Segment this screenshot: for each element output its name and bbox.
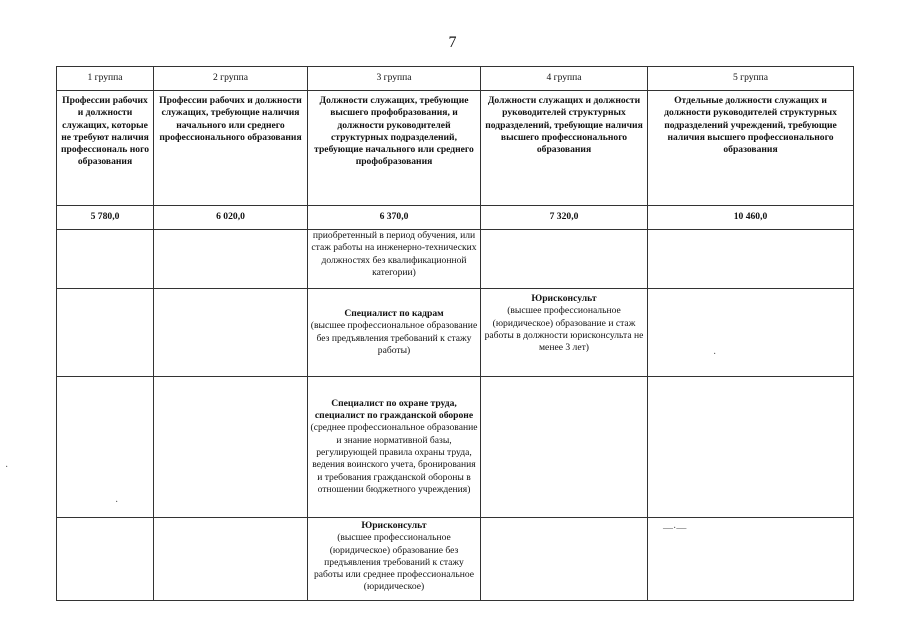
table-cell [57, 289, 154, 377]
salary-group-2: 6 020,0 [154, 206, 308, 230]
description-group-4: Должности служащих и должности руководителей структурных подразделений, требующие наличия высшего профессионального образования [481, 91, 648, 206]
table-cell [57, 518, 154, 601]
table-cell [481, 518, 648, 601]
table-row [57, 230, 854, 289]
description-group-1: Профессии рабочих и должности служащих, которые не требуют наличия профессиональ ного образования [57, 91, 154, 206]
scan-speck: · [115, 497, 119, 508]
table-cell [57, 230, 154, 289]
scan-speck: · [713, 349, 717, 360]
table-row [57, 377, 854, 518]
description-group-3: Должности служащих, требующие высшего профобразования, и должности руководителей структурных подразделений, требующие начального или среднего профобразования [308, 91, 481, 206]
position-cell-group-4 [481, 289, 648, 377]
position-description: (высшее профессиональное (юридическое) образование и стаж работы в должности юрисконсульта не менее 3 лет) [484, 305, 644, 354]
header-group-5: 5 группа [648, 67, 854, 91]
table-cell [154, 518, 308, 601]
salary-groups-table [56, 66, 854, 601]
table-cell [648, 377, 854, 518]
description-group-2: Профессии рабочих и должности служащих, требующие наличия начального или среднего профессионального образования [154, 91, 308, 206]
table-cell [57, 377, 154, 518]
position-title: Юрисконсульт [531, 293, 597, 304]
table-cell [481, 377, 648, 518]
table-cell [154, 230, 308, 289]
salary-group-1: 5 780,0 [57, 206, 154, 230]
scan-speck: · [5, 462, 9, 473]
table-cell [648, 230, 854, 289]
position-cell-group-3 [308, 289, 481, 377]
table-row [57, 518, 854, 601]
page-number: 7 [448, 34, 457, 51]
position-description: (среднее профессиональное образование и знание нормативной базы, регулирующей правила охраны труда, ведения воинского учета, бронирования и требования гражданской обороны в отношении бюджетного учреждения) [310, 422, 478, 495]
header-group-1: 1 группа [57, 67, 154, 91]
scan-dash: —·— [663, 523, 687, 534]
header-group-4: 4 группа [481, 67, 648, 91]
table-cell [154, 377, 308, 518]
description-group-5: Отдельные должности служащих и должности руководителей структурных подразделений учреждений, требующие наличия высшего профессионального образования [648, 91, 854, 206]
header-row [57, 67, 854, 91]
table-cell [648, 289, 854, 377]
salary-group-4: 7 320,0 [481, 206, 648, 230]
table-row [57, 289, 854, 377]
position-title: Специалист по охране труда, специалист по гражданской обороне [314, 397, 474, 422]
table-cell [481, 230, 648, 289]
position-title: Специалист по кадрам [344, 307, 444, 319]
position-description: приобретенный в период обучения, или стаж работы на инженерно-технических должностях без квалификационной категории) [311, 230, 477, 278]
salary-group-5: 10 460,0 [648, 206, 854, 230]
salary-group-3: 6 370,0 [308, 206, 481, 230]
table-cell [154, 289, 308, 377]
description-row [57, 91, 854, 206]
position-description: (высшее профессиональное (юридическое) образование без предъявления требований к стажу работы или среднее профессиональное (юридическое) [313, 532, 475, 593]
position-cell-group-3 [308, 377, 481, 518]
position-title: Юрисконсульт [361, 520, 427, 531]
position-description: (высшее профессиональное образование без предъявления требований к стажу работы) [310, 320, 478, 356]
position-cell-group-3 [308, 230, 481, 289]
header-group-3: 3 группа [308, 67, 481, 91]
header-group-2: 2 группа [154, 67, 308, 91]
salary-row [57, 206, 854, 230]
position-cell-group-3 [308, 518, 481, 601]
